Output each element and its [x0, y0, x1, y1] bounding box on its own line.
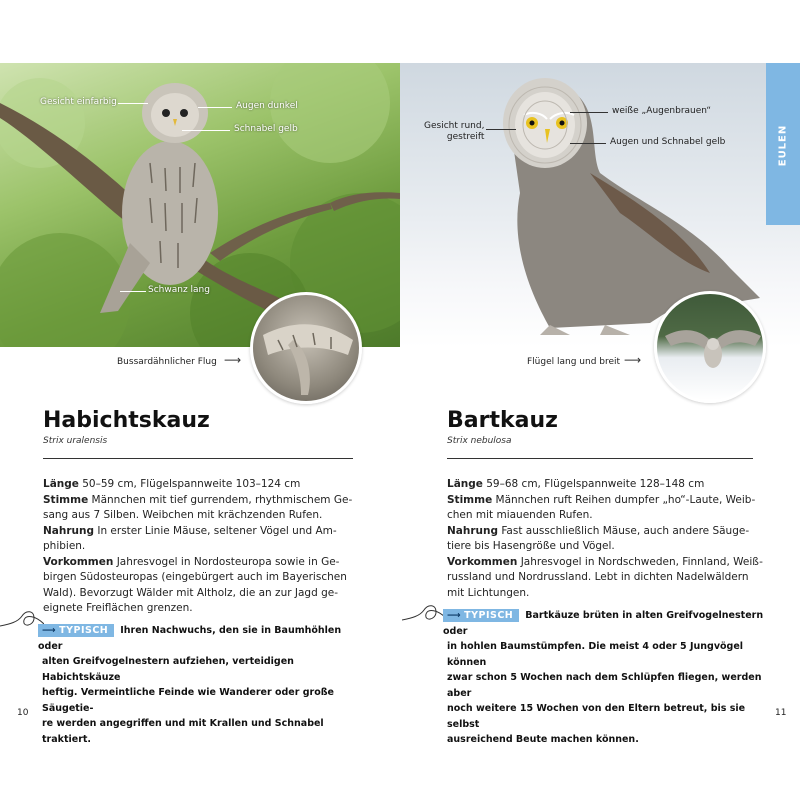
typisch-box — [38, 623, 368, 747]
range-text: mit Lichtungen. — [447, 586, 530, 599]
range-text: Jahresvogel in Nordosteuropa sowie in Ge- — [116, 555, 340, 568]
range-label: Vorkommen — [43, 555, 114, 568]
typisch-text: in hohlen Baumstümpfen. Die meist 4 oder 5 Jungvögel können — [447, 641, 744, 668]
food-label: Nahrung — [43, 524, 94, 537]
annotation-leader — [120, 291, 146, 292]
typisch-text: heftig. Vermeintliche Feinde wie Wanderer oder große Säugetie- — [42, 687, 335, 714]
range-text: eignete Freiflächen grenzen. — [43, 602, 193, 614]
food-label: Nahrung — [447, 524, 498, 537]
typisch-text: alten Greifvogelnestern aufziehen, verteidigen Habichtskäuze — [42, 656, 294, 683]
voice-text: Männchen ruft Reihen dumpfer „ho“-Laute, Weib- — [495, 493, 756, 506]
length-label: Länge — [43, 478, 79, 490]
food-text: tiere bis Hasengröße und Vögel. — [447, 540, 615, 552]
great-grey-owl-flight-photo — [654, 291, 766, 403]
voice-text: chen mit miauenden Rufen. — [447, 509, 593, 521]
arrow-right-icon: ⟶ — [42, 625, 57, 636]
typisch-text: Ihren Nachwuchs, den sie in Baumhöhlen oder — [38, 625, 342, 652]
flight-caption: Flügel lang und breit — [527, 357, 621, 367]
typisch-tag — [443, 609, 519, 622]
annotation-face — [424, 121, 484, 143]
food-text: phibien. — [43, 540, 86, 552]
species-latin-name: Strix nebulosa — [447, 436, 512, 446]
typisch-label: TYPISCH — [464, 610, 514, 621]
range-text: Wald). Bevorzugt Wälder mit Altholz, die an zur Jagd ge- — [43, 586, 338, 599]
annotation-face-line: Gesicht rund, — [424, 121, 485, 131]
annotation-face-line: gestreift — [446, 132, 485, 142]
range-text: Jahresvogel in Nordschweden, Finnland, Weiß- — [520, 555, 763, 568]
typisch-text: Bartkäuze brüten in alten Greifvogelnestern oder — [443, 610, 764, 637]
annotation-eyes-beak: Augen und Schnabel gelb — [610, 137, 726, 147]
annotation-tail: Schwanz lang — [148, 285, 210, 295]
section-tab-label: EULEN — [777, 124, 789, 166]
annotation-eyes: Augen dunkel — [236, 101, 298, 111]
ural-owl-flight-photo — [250, 292, 362, 404]
species-latin-name: Strix uralensis — [43, 436, 108, 446]
annotation-leader — [486, 129, 516, 130]
species-title: Bartkauz — [447, 408, 558, 433]
annotation-face: Gesicht einfarbig — [40, 97, 117, 107]
typisch-text: re werden angegriffen und mit Krallen und Schnabel traktiert. — [42, 718, 324, 745]
typisch-text: ausreichend Beute machen können. — [447, 734, 639, 745]
length-label: Länge — [447, 478, 483, 490]
flight-owl-illustration — [657, 294, 766, 403]
annotation-beak: Schnabel gelb — [234, 124, 298, 134]
typisch-box — [443, 608, 773, 748]
annotation-leader — [198, 107, 232, 108]
divider — [43, 458, 353, 459]
annotation-leader — [182, 130, 230, 131]
voice-label: Stimme — [43, 493, 89, 506]
range-text: birgen Südosteuropas (eingebürgert auch im Bayerischen — [43, 571, 347, 583]
arrow-right-icon: ⟶ — [224, 353, 242, 367]
species-title: Habichtskauz — [43, 408, 210, 433]
typisch-tag — [38, 624, 114, 637]
page-number: 10 — [17, 708, 29, 718]
divider — [447, 458, 753, 459]
flight-owl-illustration — [253, 295, 362, 404]
voice-text: Männchen mit tief gurrendem, rhythmischem Ge- — [91, 493, 353, 506]
species-description — [43, 477, 363, 617]
food-text: Fast ausschließlich Mäuse, auch andere Säuge- — [501, 524, 750, 537]
voice-text: sang aus 7 Silben. Weibchen mit krächzenden Rufen. — [43, 509, 323, 521]
arrow-right-icon: ⟶ — [624, 353, 642, 367]
voice-label: Stimme — [447, 493, 493, 506]
flight-caption: Bussardähnlicher Flug — [117, 357, 217, 367]
annotation-leader — [570, 112, 608, 113]
section-tab-label-wrap — [767, 100, 799, 190]
typisch-text: zwar schon 5 Wochen nach dem Schlüpfen fliegen, werden aber — [447, 672, 762, 699]
page-number: 11 — [775, 708, 787, 718]
swirl-icon — [402, 600, 446, 630]
length-text: 50–59 cm, Flügelspannweite 103–124 cm — [82, 478, 301, 490]
length-text: 59–68 cm, Flügelspannweite 128–148 cm — [486, 478, 705, 490]
annotation-brows: weiße „Augenbrauen“ — [612, 106, 711, 116]
typisch-text: noch weitere 15 Wochen von den Eltern betreut, bis sie selbst — [447, 703, 746, 730]
arrow-right-icon: ⟶ — [447, 610, 462, 621]
annotation-leader — [570, 143, 606, 144]
range-label: Vorkommen — [447, 555, 518, 568]
range-text: russland und Nordrussland. Lebt in dichten Nadelwäldern — [447, 571, 749, 583]
food-text: In erster Linie Mäuse, seltener Vögel und Am- — [97, 524, 337, 537]
species-description — [447, 477, 767, 601]
annotation-leader — [118, 103, 148, 104]
right-page — [400, 0, 800, 800]
typisch-label: TYPISCH — [59, 625, 109, 636]
